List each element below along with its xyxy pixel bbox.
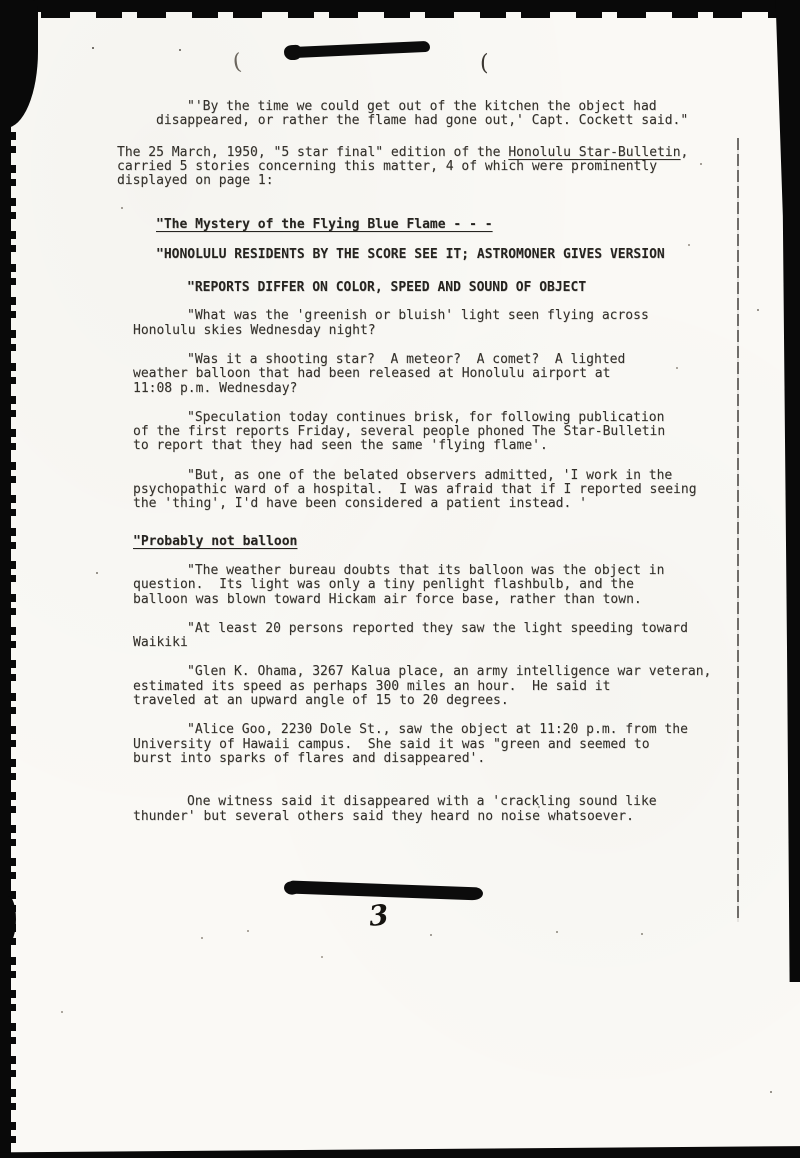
- paragraph: [117, 309, 757, 338]
- paragraph: [117, 795, 757, 824]
- document-line: of the first reports Friday, several people phoned The Star-Bulletin: [133, 424, 666, 440]
- document-line: estimated its speed as perhaps 300 miles an hour. He said it: [133, 678, 611, 694]
- section-heading: [117, 281, 757, 295]
- document-body: [117, 100, 757, 824]
- paragraph: [117, 564, 757, 607]
- heading-text: "REPORTS DIFFER ON COLOR, SPEED AND SOUND OF OBJECT: [187, 280, 587, 296]
- underlined-title: Honolulu Star-Bulletin: [508, 144, 681, 160]
- scan-edge-right: [774, 0, 800, 982]
- paragraph: [117, 723, 757, 766]
- document-line: carried 5 stories concerning this matter, 4 of which were prominently: [117, 158, 658, 174]
- document-line: Honolulu skies Wednesday night?: [133, 322, 376, 338]
- document-line: displayed on page 1:: [117, 173, 274, 189]
- paragraph: [117, 353, 757, 396]
- document-line: disappeared, or rather the flame had gone out,' Capt. Cockett said.": [156, 113, 689, 129]
- section-heading: [117, 248, 757, 262]
- document-line: "The weather bureau doubts that its balloon was the object in: [187, 562, 665, 578]
- line-text: The 25 March, 1950, "5 star final" edition of the: [117, 144, 509, 160]
- document-line: One witness said it disappeared with a 'crackling sound like: [187, 794, 657, 810]
- document-line: weather balloon that had been released at Honolulu airport at: [133, 366, 611, 382]
- paragraph: [117, 100, 757, 129]
- paren-mark: (: [480, 51, 489, 76]
- section-heading: [117, 218, 757, 232]
- redaction-mark: [289, 41, 430, 58]
- document-line: "What was the 'greenish or bluish' light seen flying across: [187, 308, 649, 324]
- document-line: [117, 146, 757, 160]
- document-line: burst into sparks of flares and disappeared'.: [133, 750, 486, 766]
- paragraph: [117, 411, 757, 454]
- document-line: Waikiki: [133, 635, 188, 651]
- document-line: "Speculation today continues brisk, for following publication: [187, 409, 665, 425]
- document-line: "Alice Goo, 2230 Dole St., saw the object at 11:20 p.m. from the: [187, 722, 688, 738]
- document-line: psychopathic ward of a hospital. I was afraid that if I reported seeing: [133, 482, 697, 498]
- document-line: 11:08 p.m. Wednesday?: [133, 380, 298, 396]
- paragraph: [117, 665, 757, 708]
- paren-mark: (: [231, 49, 244, 76]
- document-line: balloon was blown toward Hickam air force base, rather than town.: [133, 591, 642, 607]
- document-line: thunder' but several others said they heard no noise whatsoever.: [133, 808, 634, 824]
- heading-text: "Probably not balloon: [133, 533, 298, 549]
- document-line: "But, as one of the belated observers admitted, 'I work in the: [187, 467, 673, 483]
- document-line: "Glen K. Ohama, 3267 Kalua place, an army intelligence war veteran,: [187, 664, 712, 680]
- scan-edge-bottom: [0, 1146, 800, 1158]
- line-text: ,: [680, 144, 689, 160]
- document-line: University of Hawaii campus. She said it was "green and seemed to: [133, 736, 650, 752]
- document-line: the 'thing', I'd have been considered a patient instead. ': [133, 496, 587, 512]
- heading-text: "The Mystery of the Flying Blue Flame - - -: [156, 217, 493, 233]
- document-line: traveled at an upward angle of 15 to 20 degrees.: [133, 693, 509, 709]
- document-line: "At least 20 persons reported they saw the light speeding toward: [187, 620, 688, 636]
- document-line: "Was it a shooting star? A meteor? A comet? A lighted: [187, 351, 626, 367]
- scan-edge-top: [0, 0, 800, 12]
- document-line: question. Its light was only a tiny penlight flashbulb, and the: [133, 577, 634, 593]
- heading-text: "HONOLULU RESIDENTS BY THE SCORE SEE IT; ASTROMONER GIVES VERSION: [156, 246, 665, 262]
- paragraph: [117, 146, 757, 189]
- scan-speckles: [0, 0, 2, 2]
- scan-edge-left: [0, 0, 11, 1158]
- section-heading: [117, 535, 757, 549]
- page-number: 3: [367, 898, 391, 933]
- paragraph: [117, 622, 757, 651]
- document-line: "'By the time we could get out of the kitchen the object had: [187, 99, 657, 114]
- document-line: to report that they had seen the same 'flying flame'.: [133, 438, 548, 454]
- paragraph: [117, 469, 757, 512]
